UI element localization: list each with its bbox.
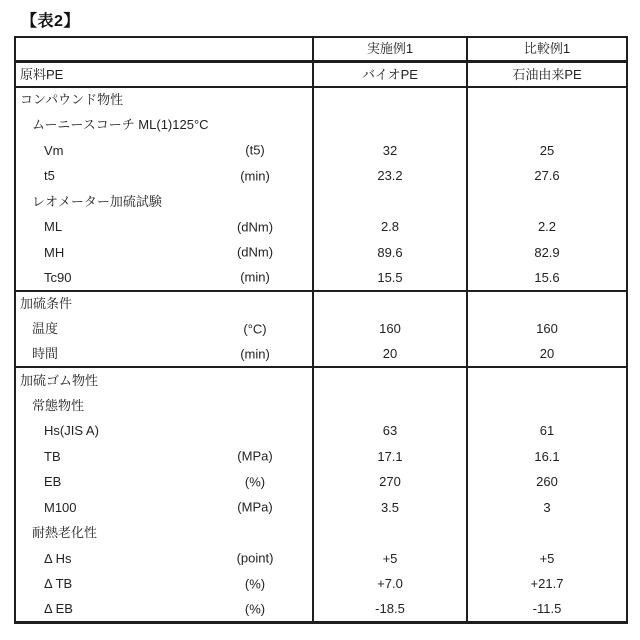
row-label: 温度 [32,321,59,337]
value-cell-example1 [313,393,467,419]
row-label: 加硫条件 [20,296,73,312]
row-unit: (%) [244,576,266,592]
value-cell-comparative1: 3 [467,495,627,521]
value-cell-comparative1: 石油由来PE [467,61,627,87]
row-unit: (min) [240,269,270,285]
row-label: ムーニースコーチ ML(1)125°C [32,117,209,133]
value-cell-comparative1 [467,393,627,419]
row-label: 常態物性 [32,397,85,413]
table-row [15,291,627,317]
row-label: Δ Hs [44,550,72,566]
row-label: t5 [44,168,55,184]
value-cell-comparative1: 15.6 [467,265,627,291]
value-cell-comparative1 [467,112,627,138]
table-caption: 【表2】 [21,13,80,30]
value-cell-example1: 2.8 [313,214,467,240]
table-row [15,393,627,419]
table-row [15,495,627,521]
value-cell-example1: 23.2 [313,163,467,189]
row-unit: (dNm) [236,219,274,235]
label-cell [15,520,313,546]
table-row [15,214,627,240]
value-cell-example1 [313,520,467,546]
table-row [15,87,627,113]
table-row [15,444,627,470]
value-cell-example1 [313,291,467,317]
row-label: EB [44,474,62,490]
value-cell-example1: 17.1 [313,444,467,470]
table-row [15,61,627,87]
value-cell-comparative1 [467,87,627,113]
properties-comparison-table [14,36,628,624]
label-cell [15,495,313,521]
value-cell-example1 [313,367,467,393]
table-row [15,112,627,138]
label-cell [15,367,313,393]
row-unit: (t5) [245,142,265,158]
value-cell-comparative1: 160 [467,316,627,342]
table-header-row [15,37,627,61]
value-cell-comparative1: 16.1 [467,444,627,470]
row-label: Tc90 [44,269,72,285]
table-row [15,367,627,393]
value-cell-comparative1: 260 [467,469,627,495]
row-label: 時間 [32,346,59,362]
row-label: 加硫ゴム物性 [20,372,99,388]
value-cell-example1: 270 [313,469,467,495]
table-row [15,189,627,215]
table-row [15,546,627,572]
column-header-example1: 実施例1 [313,37,467,61]
row-unit: (°C) [243,321,267,337]
value-cell-comparative1: 27.6 [467,163,627,189]
row-unit: (%) [244,474,266,490]
label-cell [15,291,313,317]
value-cell-comparative1: +5 [467,546,627,572]
value-cell-example1: 3.5 [313,495,467,521]
value-cell-example1: 160 [313,316,467,342]
value-cell-comparative1: +21.7 [467,571,627,597]
table-row [15,240,627,266]
value-cell-example1: 20 [313,342,467,368]
label-cell [15,265,313,291]
row-label: レオメーター加硫試験 [32,193,162,209]
row-unit: (MPa) [237,448,273,464]
column-header-comparative1: 比較例1 [467,37,627,61]
value-cell-example1: 15.5 [313,265,467,291]
value-cell-comparative1: 25 [467,138,627,164]
row-unit: (min) [240,346,270,362]
row-unit: (min) [240,168,270,184]
value-cell-example1: 89.6 [313,240,467,266]
value-cell-example1: バイオPE [313,61,467,87]
row-label: コンパウンド物性 [20,92,124,108]
table-row [15,265,627,291]
table-row [15,163,627,189]
value-cell-comparative1: 20 [467,342,627,368]
value-cell-comparative1: 82.9 [467,240,627,266]
value-cell-comparative1 [467,189,627,215]
label-cell [15,240,313,266]
table-row [15,138,627,164]
row-label: ML [44,219,63,235]
label-cell [15,163,313,189]
label-cell [15,342,313,368]
label-cell [15,444,313,470]
row-label: Δ EB [44,601,73,616]
label-cell [15,418,313,444]
value-cell-example1: 63 [313,418,467,444]
value-cell-comparative1: 61 [467,418,627,444]
row-label: Hs(JIS A) [44,423,99,439]
row-label: Vm [44,142,64,158]
value-cell-example1: 32 [313,138,467,164]
label-cell [15,112,313,138]
label-cell [15,393,313,419]
table-row [15,469,627,495]
value-cell-comparative1: 2.2 [467,214,627,240]
value-cell-comparative1: -11.5 [467,597,627,623]
label-cell [15,597,313,623]
row-label: TB [44,448,61,464]
value-cell-comparative1 [467,291,627,317]
label-cell [15,469,313,495]
label-cell [15,571,313,597]
label-cell [15,61,313,87]
label-cell [15,87,313,113]
value-cell-example1: +5 [313,546,467,572]
table-row [15,571,627,597]
value-cell-example1 [313,112,467,138]
value-cell-example1: +7.0 [313,571,467,597]
label-cell [15,316,313,342]
value-cell-comparative1 [467,520,627,546]
label-cell [15,214,313,240]
row-label: 原料PE [20,66,64,82]
value-cell-example1 [313,189,467,215]
row-unit: (%) [244,601,266,616]
table-row [15,597,627,623]
value-cell-comparative1 [467,367,627,393]
row-label: Δ TB [44,576,73,592]
value-cell-example1 [313,87,467,113]
value-cell-example1: -18.5 [313,597,467,623]
row-unit: (dNm) [236,244,274,260]
corner-cell [15,37,313,61]
table-row [15,418,627,444]
row-label: M100 [44,499,77,515]
table-row [15,316,627,342]
table-row [15,520,627,546]
table-row [15,342,627,368]
row-label: MH [44,244,65,260]
row-unit: (MPa) [237,499,273,515]
row-label: 耐熱老化性 [32,525,98,541]
row-unit: (point) [236,550,274,566]
label-cell [15,189,313,215]
label-cell [15,546,313,572]
label-cell [15,138,313,164]
